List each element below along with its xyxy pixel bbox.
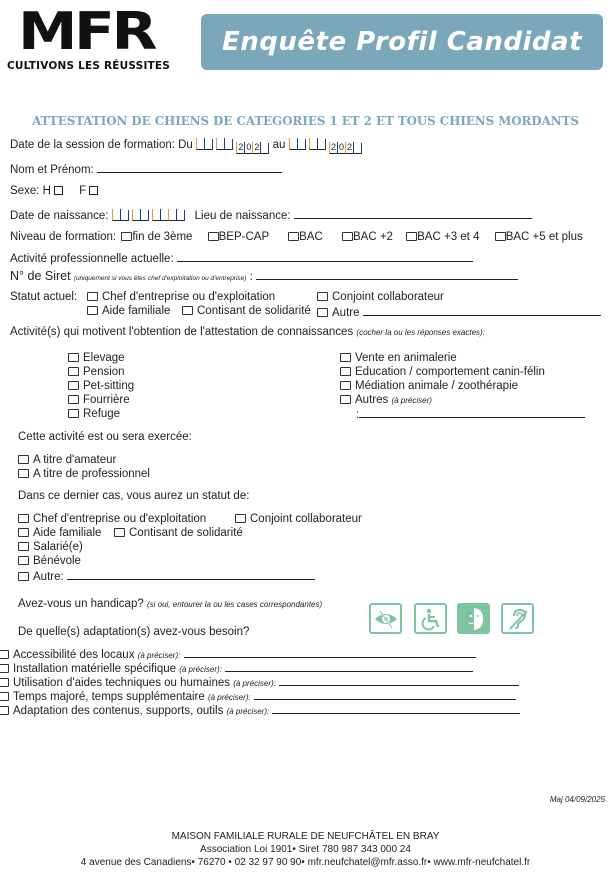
sex-option-f-label: F xyxy=(79,185,87,197)
future-status-option-label: Bénévole xyxy=(33,555,81,567)
motive-option[interactable] xyxy=(340,365,585,379)
wheelchair-icon[interactable] xyxy=(414,603,447,634)
motive-label: Fourrière xyxy=(83,394,130,406)
checkbox[interactable] xyxy=(114,528,125,537)
adaptation-field[interactable] xyxy=(279,675,519,686)
future-status-option-label: Autre: xyxy=(33,571,64,583)
checkbox[interactable] xyxy=(0,706,9,715)
adaptation-note: (à préciser): xyxy=(207,693,251,702)
status-option[interactable] xyxy=(182,305,311,317)
motive-option[interactable] xyxy=(340,351,585,365)
checkbox[interactable] xyxy=(0,692,9,701)
checkbox[interactable] xyxy=(68,409,79,418)
session-start-month[interactable] xyxy=(216,139,233,150)
session-start-day[interactable] xyxy=(196,139,213,150)
year-digit: 2 xyxy=(331,142,337,152)
motives-left-list xyxy=(68,351,134,421)
handicap-note: (si oui, entourer la ou les cases correspondantes) xyxy=(146,600,323,609)
motive-other-note: (à préciser) xyxy=(391,396,432,405)
future-status-option-label: Contisant de solidarité xyxy=(129,527,243,539)
level-checkbox[interactable] xyxy=(121,232,132,241)
footer-contact: 4 avenue des Canadiens• 76270 • 02 32 97 90 90• mfr.neufchatel@mfr.asso.fr• www.mfr-neufchatel.fr xyxy=(80,857,531,868)
checkbox[interactable] xyxy=(68,395,79,404)
future-status-option[interactable] xyxy=(18,555,81,567)
activity-label: Activité professionnelle actuelle: xyxy=(10,253,174,265)
level-checkbox[interactable] xyxy=(342,232,353,241)
sex-label: Sexe: xyxy=(10,185,40,197)
checkbox[interactable] xyxy=(18,514,29,523)
checkbox[interactable] xyxy=(87,292,98,301)
birth-year[interactable] xyxy=(152,210,185,221)
motives-right-list xyxy=(340,351,585,421)
motive-option[interactable] xyxy=(68,407,134,421)
sex-h-checkbox[interactable] xyxy=(54,186,63,195)
level-label: Niveau de formation: xyxy=(10,231,117,243)
motive-option[interactable] xyxy=(340,393,585,407)
adaptation-field[interactable] xyxy=(272,703,520,714)
update-date: Maj 04/09/2025 xyxy=(549,795,605,804)
siret-note: (uniquement si vous êtes chef d'exploitation ou d'entreprise) xyxy=(73,275,247,282)
level-checkbox[interactable] xyxy=(406,232,417,241)
future-status-option-label: Conjoint collaborateur xyxy=(250,513,362,525)
exercise-option-label: A titre d'amateur xyxy=(33,454,117,466)
motive-label: Vente en animalerie xyxy=(355,352,457,364)
sex-f-checkbox[interactable] xyxy=(89,186,98,195)
adaptations-list xyxy=(0,647,520,717)
motive-label: Education / comportement canin-félin xyxy=(355,366,545,378)
year-digit: 0 xyxy=(339,142,345,152)
motive-option[interactable] xyxy=(68,351,134,365)
checkbox[interactable] xyxy=(340,381,351,390)
future-status-option-label: Aide familiale xyxy=(33,527,102,539)
hearing-impairment-icon[interactable] xyxy=(501,603,534,634)
session-start-year[interactable] xyxy=(236,143,269,154)
checkbox[interactable] xyxy=(317,308,328,317)
birthdate-label: Date de naissance: xyxy=(10,210,109,222)
motive-option[interactable] xyxy=(68,379,134,393)
name-field[interactable] xyxy=(97,162,282,173)
level-checkbox[interactable] xyxy=(288,232,299,241)
mental-impairment-icon[interactable] xyxy=(457,603,490,634)
checkbox[interactable] xyxy=(18,469,29,478)
adaptation-option[interactable] xyxy=(0,661,520,675)
motives-row xyxy=(10,326,485,338)
footer-org-name: MAISON FAMILIALE RURALE DE NEUFCHÂTEL EN BRAY xyxy=(171,831,440,842)
checkbox[interactable] xyxy=(340,367,351,376)
adaptation-note: (à préciser): xyxy=(137,651,181,660)
visual-impairment-icon[interactable] xyxy=(369,603,402,634)
motive-label: Autres xyxy=(355,394,389,406)
level-option: BEP-CAP xyxy=(218,231,269,243)
birth-month[interactable] xyxy=(132,210,149,221)
level-option: fin de 3ème xyxy=(132,231,193,243)
status-option-label: Conjoint collaborateur xyxy=(332,291,444,303)
status-other-field[interactable] xyxy=(363,305,601,316)
level-option: BAC xyxy=(299,231,323,243)
year-digit: 2 xyxy=(254,142,260,152)
siret-label: N° de Siret xyxy=(10,269,71,283)
motive-label: Pension xyxy=(83,366,125,378)
handicap-row xyxy=(18,598,322,610)
session-date-row xyxy=(10,139,362,154)
adaptation-note: (à préciser): xyxy=(233,679,276,688)
checkbox[interactable] xyxy=(18,556,29,565)
future-status-option[interactable] xyxy=(235,513,362,525)
level-checkbox[interactable] xyxy=(495,232,506,241)
name-label: Nom et Prénom: xyxy=(10,164,94,176)
motive-label: Pet-sitting xyxy=(83,380,135,392)
year-digit: 0 xyxy=(246,142,252,152)
adaptation-label: De quelle(s) adaptation(s) avez-vous besoin? xyxy=(18,626,250,638)
motives-label: Activité(s) qui motivent l'obtention de l'attestation de connaissances xyxy=(10,326,354,338)
status-option[interactable] xyxy=(317,291,444,303)
future-status-option[interactable] xyxy=(18,569,315,583)
year-digit: 2 xyxy=(347,142,353,152)
level-checkbox[interactable] xyxy=(208,232,219,241)
motive-option[interactable] xyxy=(340,379,585,393)
adaptation-field[interactable] xyxy=(254,689,516,700)
adaptation-label: Adaptation des contenus, supports, outils xyxy=(13,705,224,717)
checkbox[interactable] xyxy=(235,514,246,523)
year-digit: 2 xyxy=(238,142,244,152)
checkbox[interactable] xyxy=(182,306,193,315)
adaptation-option[interactable] xyxy=(0,689,520,703)
checkbox[interactable] xyxy=(317,292,328,301)
birth-day[interactable] xyxy=(112,210,129,221)
exercise-option-label: A titre de professionnel xyxy=(33,468,150,480)
level-row xyxy=(10,231,583,243)
checkbox[interactable] xyxy=(68,381,79,390)
adaptation-label: Temps majoré, temps supplémentaire xyxy=(13,691,205,703)
logo-tagline: CULTIVONS LES RÉUSSITES xyxy=(7,60,171,72)
checkbox[interactable] xyxy=(68,367,79,376)
motive-label: Médiation animale / zoothérapie xyxy=(355,380,519,392)
session-date-label: Date de la session de formation: Du xyxy=(10,139,193,151)
checkbox[interactable] xyxy=(87,306,98,315)
footer-association: Association Loi 1901• Siret 780 987 343 000 24 xyxy=(200,844,411,855)
sex-option-h-label: H xyxy=(42,185,51,197)
checkbox[interactable] xyxy=(18,572,29,581)
exercise-list xyxy=(18,453,150,481)
birth-row xyxy=(10,208,532,222)
checkbox[interactable] xyxy=(0,678,9,687)
motives-note: (cocher la ou les réponses exactes): xyxy=(356,328,485,337)
future-status-option[interactable] xyxy=(18,513,206,525)
motive-label: Refuge xyxy=(83,408,121,420)
status-option[interactable] xyxy=(87,305,170,317)
exercise-option[interactable] xyxy=(18,467,150,481)
level-option: BAC +3 et 4 xyxy=(417,231,480,243)
motive-label: Elevage xyxy=(83,352,125,364)
future-status-option[interactable] xyxy=(114,527,243,539)
checkbox[interactable] xyxy=(0,664,9,673)
session-end-month[interactable] xyxy=(309,139,326,150)
exercise-label: Cette activité est ou sera exercée: xyxy=(18,431,192,443)
future-status-label: Dans ce dernier cas, vous aurez un statut de: xyxy=(18,490,250,502)
future-status-option-label: Salarié(e) xyxy=(33,541,83,553)
banner-title: Enquête Profil Candidat xyxy=(221,27,582,57)
siret-row: N° de Siret (uniquement si vous êtes chef d'exploitation ou d'entreprise) : xyxy=(10,269,518,283)
future-status-option-label: Chef d'entreprise ou d'exploitation xyxy=(33,513,207,525)
session-end-year[interactable] xyxy=(329,143,362,154)
status-option-label: Contisant de solidarité xyxy=(197,305,311,317)
name-row xyxy=(10,162,282,176)
activity-field[interactable] xyxy=(177,251,473,262)
adaptation-field[interactable] xyxy=(184,647,476,658)
motive-other-field[interactable] xyxy=(359,407,585,418)
level-option: BAC +2 xyxy=(352,231,393,243)
status-option-label: Aide familiale xyxy=(102,305,171,317)
adaptation-label: Utilisation d'aides techniques ou humaines xyxy=(13,677,230,689)
motive-option[interactable] xyxy=(68,393,134,407)
checkbox[interactable] xyxy=(68,353,79,362)
status-option[interactable] xyxy=(317,305,601,319)
adaptation-label: Installation matérielle spécifique xyxy=(13,663,177,675)
siret-field[interactable] xyxy=(256,269,518,280)
future-status-other-field[interactable] xyxy=(67,569,315,580)
adaptation-option[interactable] xyxy=(0,703,520,717)
future-status-option[interactable] xyxy=(18,541,83,553)
motive-other-field-row: : xyxy=(340,407,585,421)
status-label: Statut actuel: xyxy=(10,291,78,303)
checkbox[interactable] xyxy=(18,455,29,464)
title-banner xyxy=(201,14,603,70)
checkbox[interactable] xyxy=(18,542,29,551)
mfr-logo: MFR xyxy=(18,2,155,62)
document-title: ATTESTATION DE CHIENS DE CATEGORIES 1 ET 2 ET TOUS CHIENS MORDANTS xyxy=(32,114,579,128)
adaptation-field[interactable] xyxy=(225,661,473,672)
future-status-option[interactable] xyxy=(18,527,101,539)
status-option-label: Chef d'entreprise ou d'exploitation xyxy=(102,291,276,303)
session-between-label: au xyxy=(272,139,286,151)
adaptation-note: (à préciser): xyxy=(226,707,270,716)
sex-row xyxy=(10,185,98,197)
adaptation-option[interactable] xyxy=(0,675,520,689)
exercise-option[interactable] xyxy=(18,453,150,467)
status-option[interactable] xyxy=(87,291,275,303)
handicap-label: Avez-vous un handicap? xyxy=(18,598,144,610)
motive-option[interactable] xyxy=(68,365,134,379)
checkbox[interactable] xyxy=(340,353,351,362)
checkbox[interactable] xyxy=(18,528,29,537)
activity-row xyxy=(10,251,473,265)
adaptation-option[interactable] xyxy=(0,647,520,661)
birthplace-field[interactable] xyxy=(294,208,532,219)
session-end-day[interactable] xyxy=(289,139,306,150)
status-option-label: Autre xyxy=(332,307,360,319)
birthplace-label: Lieu de naissance: xyxy=(194,210,291,222)
adaptation-label: Accessibilité des locaux xyxy=(13,649,135,661)
checkbox[interactable] xyxy=(340,395,351,404)
checkbox[interactable] xyxy=(0,650,9,659)
level-option: BAC +5 et plus xyxy=(505,231,583,243)
adaptation-note: (à préciser): xyxy=(179,665,222,674)
